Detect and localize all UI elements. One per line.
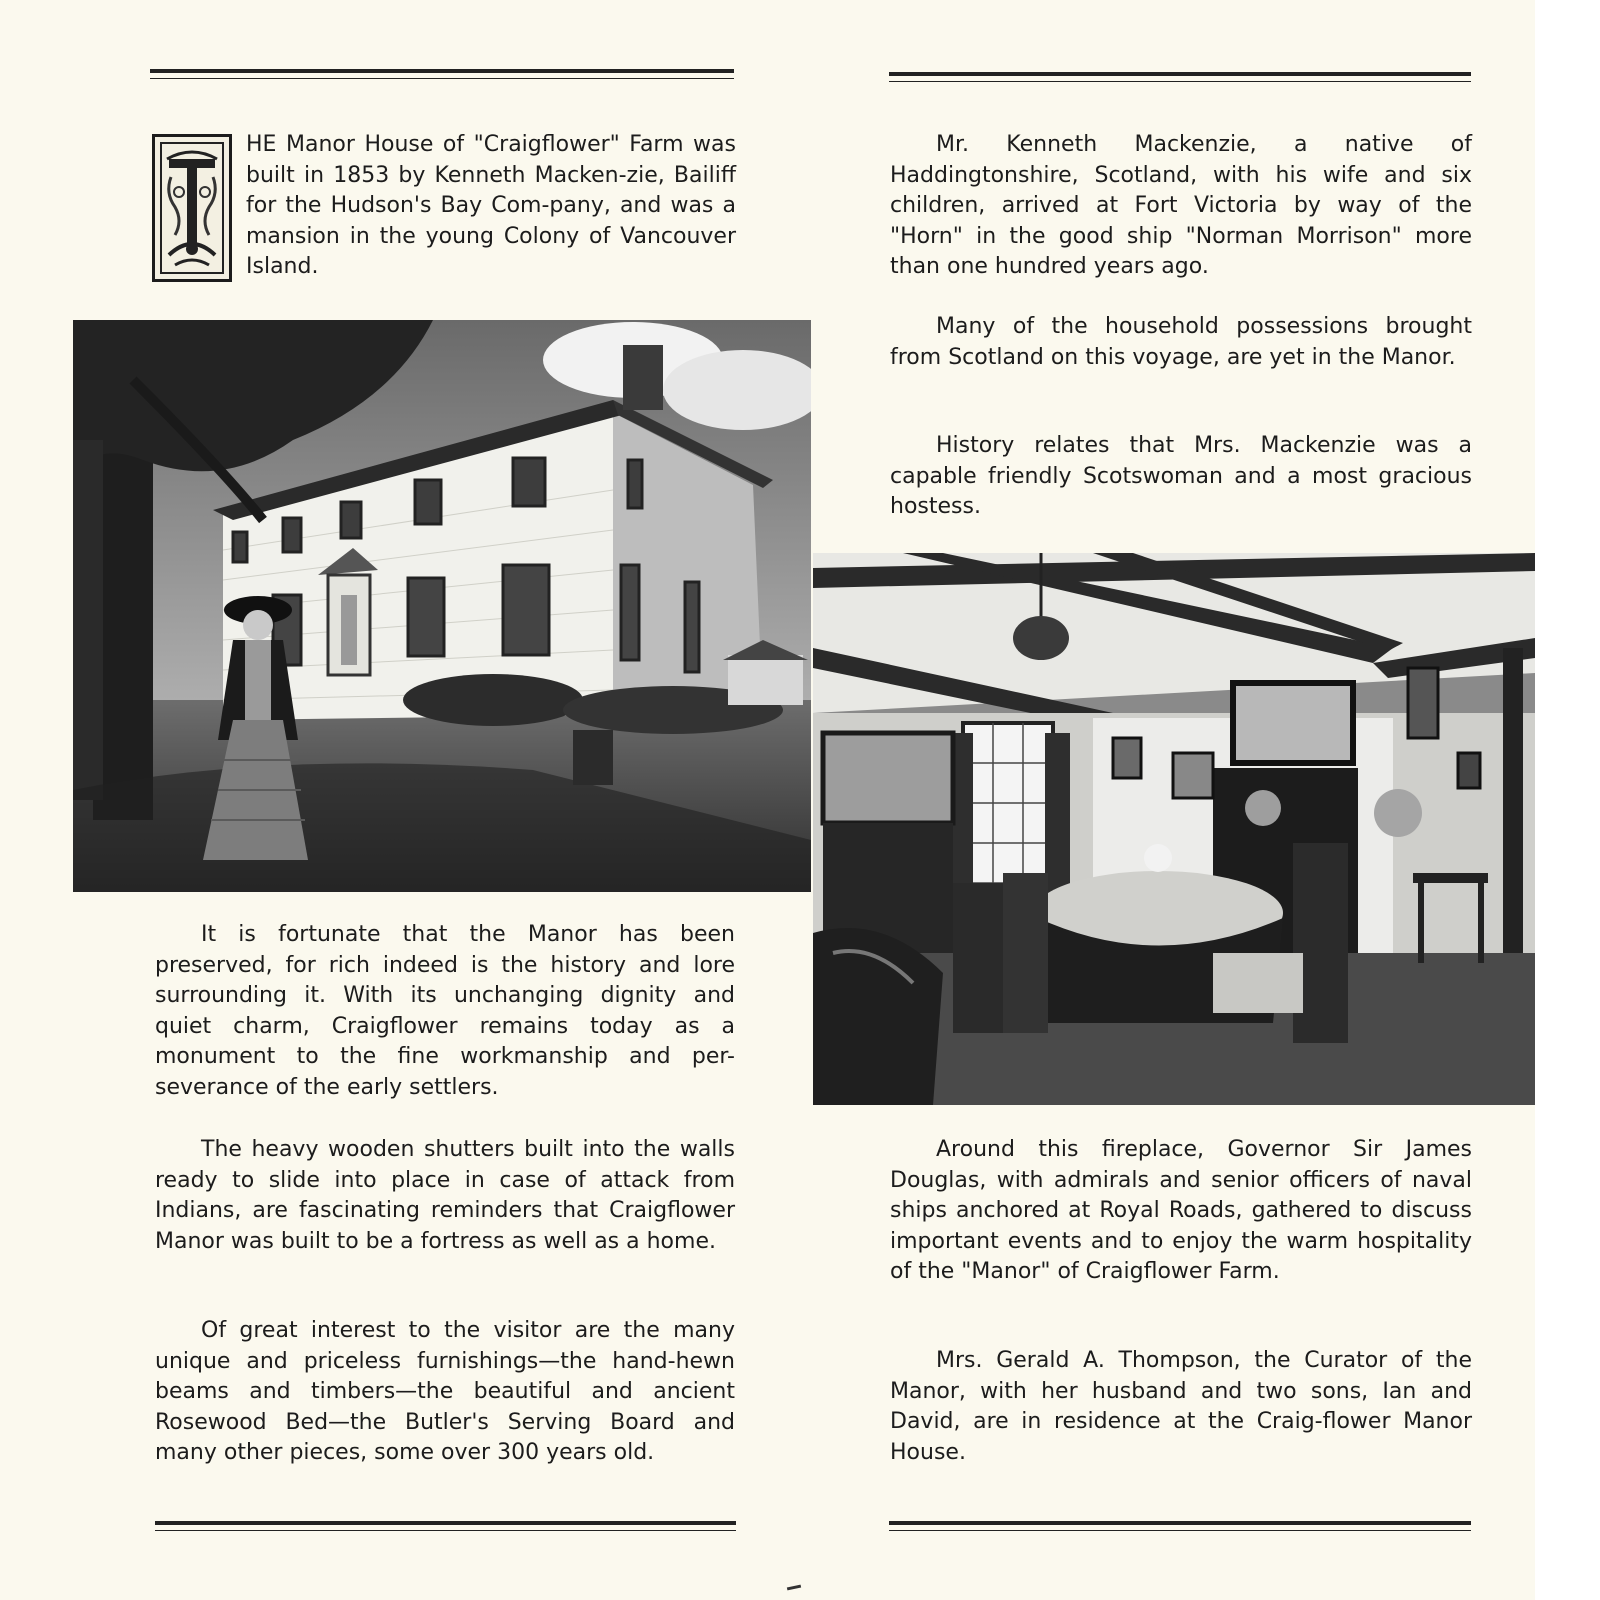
top-rule-left <box>150 69 734 79</box>
intro-paragraph: HE Manor House of "Craigflower" Farm was built in 1853 by Kenneth Macken-zie, Bailiff for the Hudson's Bay Com-pany, and was a mansion in the young Colony of Vancouver Island. <box>246 132 736 279</box>
ornamental-letter-t-icon <box>155 137 229 279</box>
right-paragraph-2: Many of the household possessions brought from Scotland on this voyage, are yet in the Manor. <box>890 314 1472 370</box>
manor-house-exterior-photo <box>73 320 811 892</box>
print-speck <box>787 1585 801 1591</box>
right-paragraph-5: Mrs. Gerald A. Thompson, the Curator of the Manor, with her husband and two sons, Ian and David, are in residence at the Craig-flower Manor House. <box>890 1348 1472 1465</box>
top-rule-right <box>889 72 1471 82</box>
left-paragraph-1: It is fortunate that the Manor has been preserved, for rich indeed is the history and lore surrounding it. With its unchanging dignity and quiet charm, Craigflower remains today as a monument to the fine workmanship and per-severance of the early settlers. <box>155 922 735 1100</box>
right-paragraph-4: Around this fireplace, Governor Sir James Douglas, with admirals and senior officers of naval ships anchored at Royal Roads, gathered to discuss important events and to enjoy the warm hospitality of the "Manor" of Craigflower Farm. <box>890 1137 1472 1284</box>
left-paragraph-2: The heavy wooden shutters built into the walls ready to slide into place in case of attack from Indians, are fascinating reminders that Craigflower Manor was built to be a fortress as well as a home. <box>155 1137 735 1254</box>
bottom-rule-right <box>889 1521 1471 1531</box>
right-paragraph-3: History relates that Mrs. Mackenzie was a capable friendly Scotswoman and a most gracious hostess. <box>890 433 1472 519</box>
ornamental-dropcap <box>152 134 232 282</box>
right-paragraph-1: Mr. Kenneth Mackenzie, a native of Haddingtonshire, Scotland, with his wife and six children, arrived at Fort Victoria by way of the "Horn" in the good ship "Norman Morrison" more than one hundred years ago. <box>890 132 1472 279</box>
dining-room-fireplace-photo <box>813 553 1535 1105</box>
left-paragraph-3: Of great interest to the visitor are the many unique and priceless furnishings—the hand-hewn beams and timbers—the beautiful and ancient Rosewood Bed—the Butler's Serving Board and many other pieces, some over 300 years old. <box>155 1318 735 1465</box>
bottom-rule-left <box>155 1521 736 1531</box>
